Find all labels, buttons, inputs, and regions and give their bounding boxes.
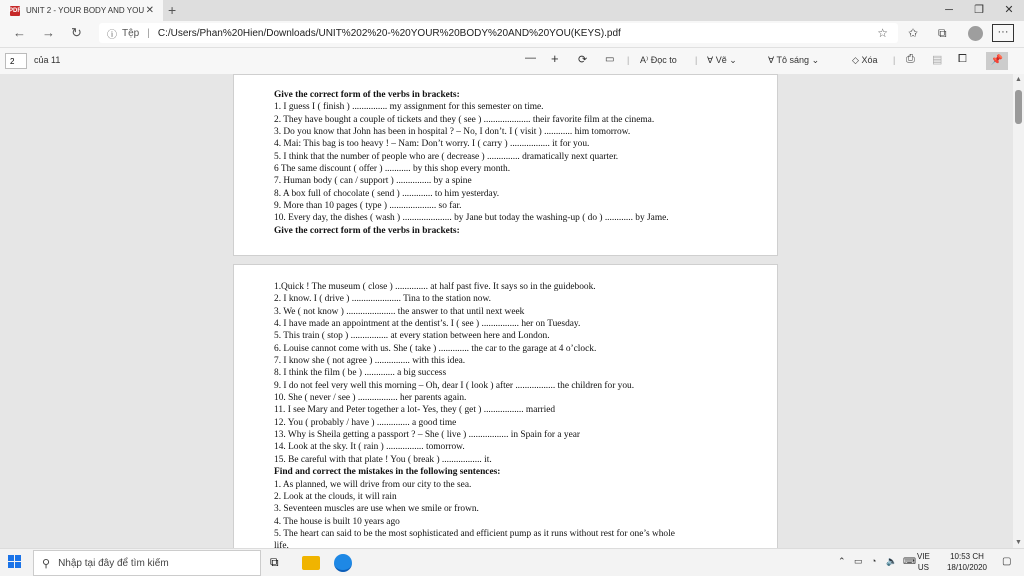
language-bottom: US [917,563,930,572]
window-close-icon[interactable]: ✕ [1004,4,1014,16]
section-heading: Give the correct form of the verbs in brackets: [274,90,460,100]
exercise-line: 10. Every day, the dishes ( wash ) ..................... by Jane but today the washing-up ( do ) ............ by Jame. [274,213,669,224]
exercise-line: 2. I know. I ( drive ) ..................... Tina to the station now. [274,294,491,305]
exercise-line: 5. The heart can said to be the most sophisticated and efficient pump as it runs without rest for one’s whole [274,528,675,539]
eraser-icon: ◇ [852,55,859,65]
language-top: VIE [917,552,930,561]
info-icon[interactable]: ⓘ [107,29,117,41]
draw-label: Vẽ [715,55,727,65]
page-1-text [274,89,669,237]
ime-icon[interactable]: ⌨ [903,556,916,566]
zoom-in-button[interactable]: + [551,51,559,66]
exercise-line: 14. Look at the sky. It ( rain ) ................ tomorrow. [274,442,465,453]
exercise-line: 2. They have bought a couple of tickets and they ( see ) .................... their favorite film at the cinema. [274,114,655,125]
wifi-icon[interactable]: ◔ [871,556,877,566]
favorite-star-icon[interactable]: ☆ [877,26,888,40]
exercise-line: 11. I see Mary and Peter together a lot- Yes, they ( get ) ................. married [274,405,556,416]
exercise-line: 3. Do you know that John has been in hospital ? – No, I don’t. I ( visit ) ............ him tomorrow. [274,127,631,138]
search-icon: ⚲ [42,557,51,570]
exercise-line: 4. I have made an appointment at the dentist’s. I ( see ) ................ her on Tuesday. [274,319,581,330]
exercise-line: 1.Quick ! The museum ( close ) .............. at half past five. It says so in the guidebook. [274,282,596,292]
close-tab-icon[interactable]: ✕ [145,5,154,16]
clock-time: 10:53 CH [950,552,984,561]
zoom-out-button[interactable]: — [525,52,536,64]
exercise-line: 9. More than 10 pages ( type ) .................... so far. [274,201,462,212]
exercise-line: 5. This train ( stop ) ................ at every station between here and London. [274,331,550,342]
favorites-icon[interactable]: ✩ [908,26,919,40]
back-icon[interactable]: ← [13,25,26,40]
exercise-line: 3. Seventeen muscles are use when we smile or frown. [274,504,479,515]
highlight-label: Tô sáng [776,55,810,65]
address-label: Tệp [122,27,140,39]
page-total: của 11 [34,55,61,65]
collections-icon[interactable]: ⧉ [938,26,947,40]
volume-icon[interactable]: 🔈 [886,556,898,566]
exercise-line: 8. I think the film ( be ) ............. a big success [274,368,447,379]
exercise-line: 7. Human body ( can / support ) ............... by a spine [274,176,472,187]
read-aloud-button[interactable] [640,55,677,66]
clock-date: 18/10/2020 [946,563,988,572]
profile-avatar[interactable] [968,26,983,41]
fit-page-icon[interactable]: ▭ [605,54,615,65]
exercise-line: 8. A box full of chocolate ( send ) ............. to him yesterday. [274,188,500,199]
exercise-line: 2. Look at the clouds, it will rain [274,491,397,502]
chevron-down-icon[interactable]: ⌄ [811,55,820,65]
save-icon[interactable]: ▤ [932,54,943,66]
address-divider: | [147,27,150,39]
exercise-line: 1. As planned, we will drive from our city to the sea. [274,479,472,490]
battery-icon[interactable]: ▭ [854,556,863,566]
save-as-icon[interactable]: ⧠ [958,53,967,65]
page-2-text [274,281,675,548]
exercise-line: 1. I guess I ( finish ) ............... my assignment for this semester on time. [274,102,544,113]
scroll-up-icon[interactable]: ▲ [1015,76,1022,83]
exercise-line: 4. The house is built 10 years ago [274,516,400,527]
chevron-down-icon[interactable]: ⌄ [729,55,737,65]
url-text[interactable]: C:/Users/Phan%20Hien/Downloads/UNIT%202%20-%20YOUR%20BODY%20AND%20YOU(KEYS).pdf [157,27,621,39]
exercise-line: 9. I do not feel very well this morning – Oh, dear I ( look ) after ................. the children for you. [274,380,635,391]
print-icon[interactable]: ⎙ [906,53,915,65]
exercise-line: 7. I know she ( not agree ) ............... with this idea. [274,356,466,367]
tab-strip [0,0,1024,21]
read-aloud-label: Đọc to [650,55,677,65]
draw-icon: ∀ [707,55,714,65]
exercise-line: 6 The same discount ( offer ) ........... by this shop every month. [274,164,511,175]
exercise-line: 4. Mai: This bag is too heavy ! – Nam: Don’t worry. I ( carry ) ................. it for you. [274,139,590,150]
section-heading: Give the correct form of the verbs in brackets: [274,225,460,236]
taskbar-search-input[interactable] [33,550,261,576]
address-bar-row [0,21,1024,47]
highlight-icon: ∀ [768,55,775,65]
search-placeholder: Nhập tại đây để tìm kiếm [58,557,169,569]
toolbar-divider: | [893,55,896,65]
section-heading: Find and correct the mistakes in the following sentences: [274,467,501,478]
scrollbar-thumb[interactable] [1015,90,1022,124]
erase-label: Xóa [861,55,878,65]
task-view-icon[interactable]: ⧉ [270,555,279,569]
draw-button[interactable] [707,55,737,66]
pin-toolbar-icon[interactable]: 📌 [986,52,1008,70]
new-tab-button[interactable]: + [168,2,177,18]
rotate-icon[interactable]: ⟳ [578,54,588,66]
exercise-line: 5. I think that the number of people who are ( decrease ) .............. dramatically next quarter. [274,151,619,162]
pdf-toolbar [0,47,1024,75]
read-aloud-icon: A⁾ [640,55,649,65]
toolbar-divider: | [627,55,630,65]
highlight-button[interactable] [768,55,819,66]
maximize-icon[interactable]: ❐ [974,4,984,16]
exercise-line: 6. Louise cannot come with us. She ( take ) ............. the car to the garage at 4 o’clock. [274,343,597,354]
language-indicator[interactable] [917,551,930,573]
file-explorer-icon[interactable] [302,556,320,570]
url-field[interactable] [99,23,898,43]
edge-browser-icon[interactable] [334,554,352,572]
exercise-line: life. [274,541,289,548]
vertical-scrollbar[interactable] [1013,74,1024,548]
tab-title: UNIT 2 - YOUR BODY AND YOU [26,6,145,15]
taskbar-clock[interactable] [942,551,992,573]
taskbar [0,548,1024,576]
minimize-icon[interactable]: ─ [945,4,953,16]
pdf-page-1 [233,74,778,256]
show-hidden-icons[interactable]: ⌃ [838,556,846,566]
forward-icon[interactable]: → [42,25,55,40]
more-menu-icon[interactable]: ··· [992,24,1014,42]
pdf-page-2 [233,264,778,548]
exercise-line: 10. She ( never / see ) ................. her parents again. [274,393,467,404]
erase-button[interactable] [852,55,877,66]
exercise-line: 12. You ( probably / have ) .............. a good time [274,417,457,428]
refresh-icon[interactable]: ↻ [71,25,82,40]
scroll-down-icon[interactable]: ▼ [1015,539,1022,546]
exercise-line: 13. Why is Sheila getting a passport ? – She ( live ) ................. in Spain for a year [274,430,581,441]
pdf-file-icon: PDF [9,7,21,14]
windows-start-icon[interactable] [8,555,22,569]
toolbar-divider: | [695,55,698,65]
exercise-line: 3. We ( not know ) ..................... the answer to that until next week [274,306,525,317]
pdf-viewer[interactable] [0,74,1024,548]
browser-tab[interactable] [0,0,163,21]
exercise-line: 15. Be careful with that plate ! You ( break ) ................. it. [274,454,492,465]
notifications-icon[interactable]: ▢ [1002,556,1012,567]
page-number-input[interactable]: 2 [5,53,27,69]
